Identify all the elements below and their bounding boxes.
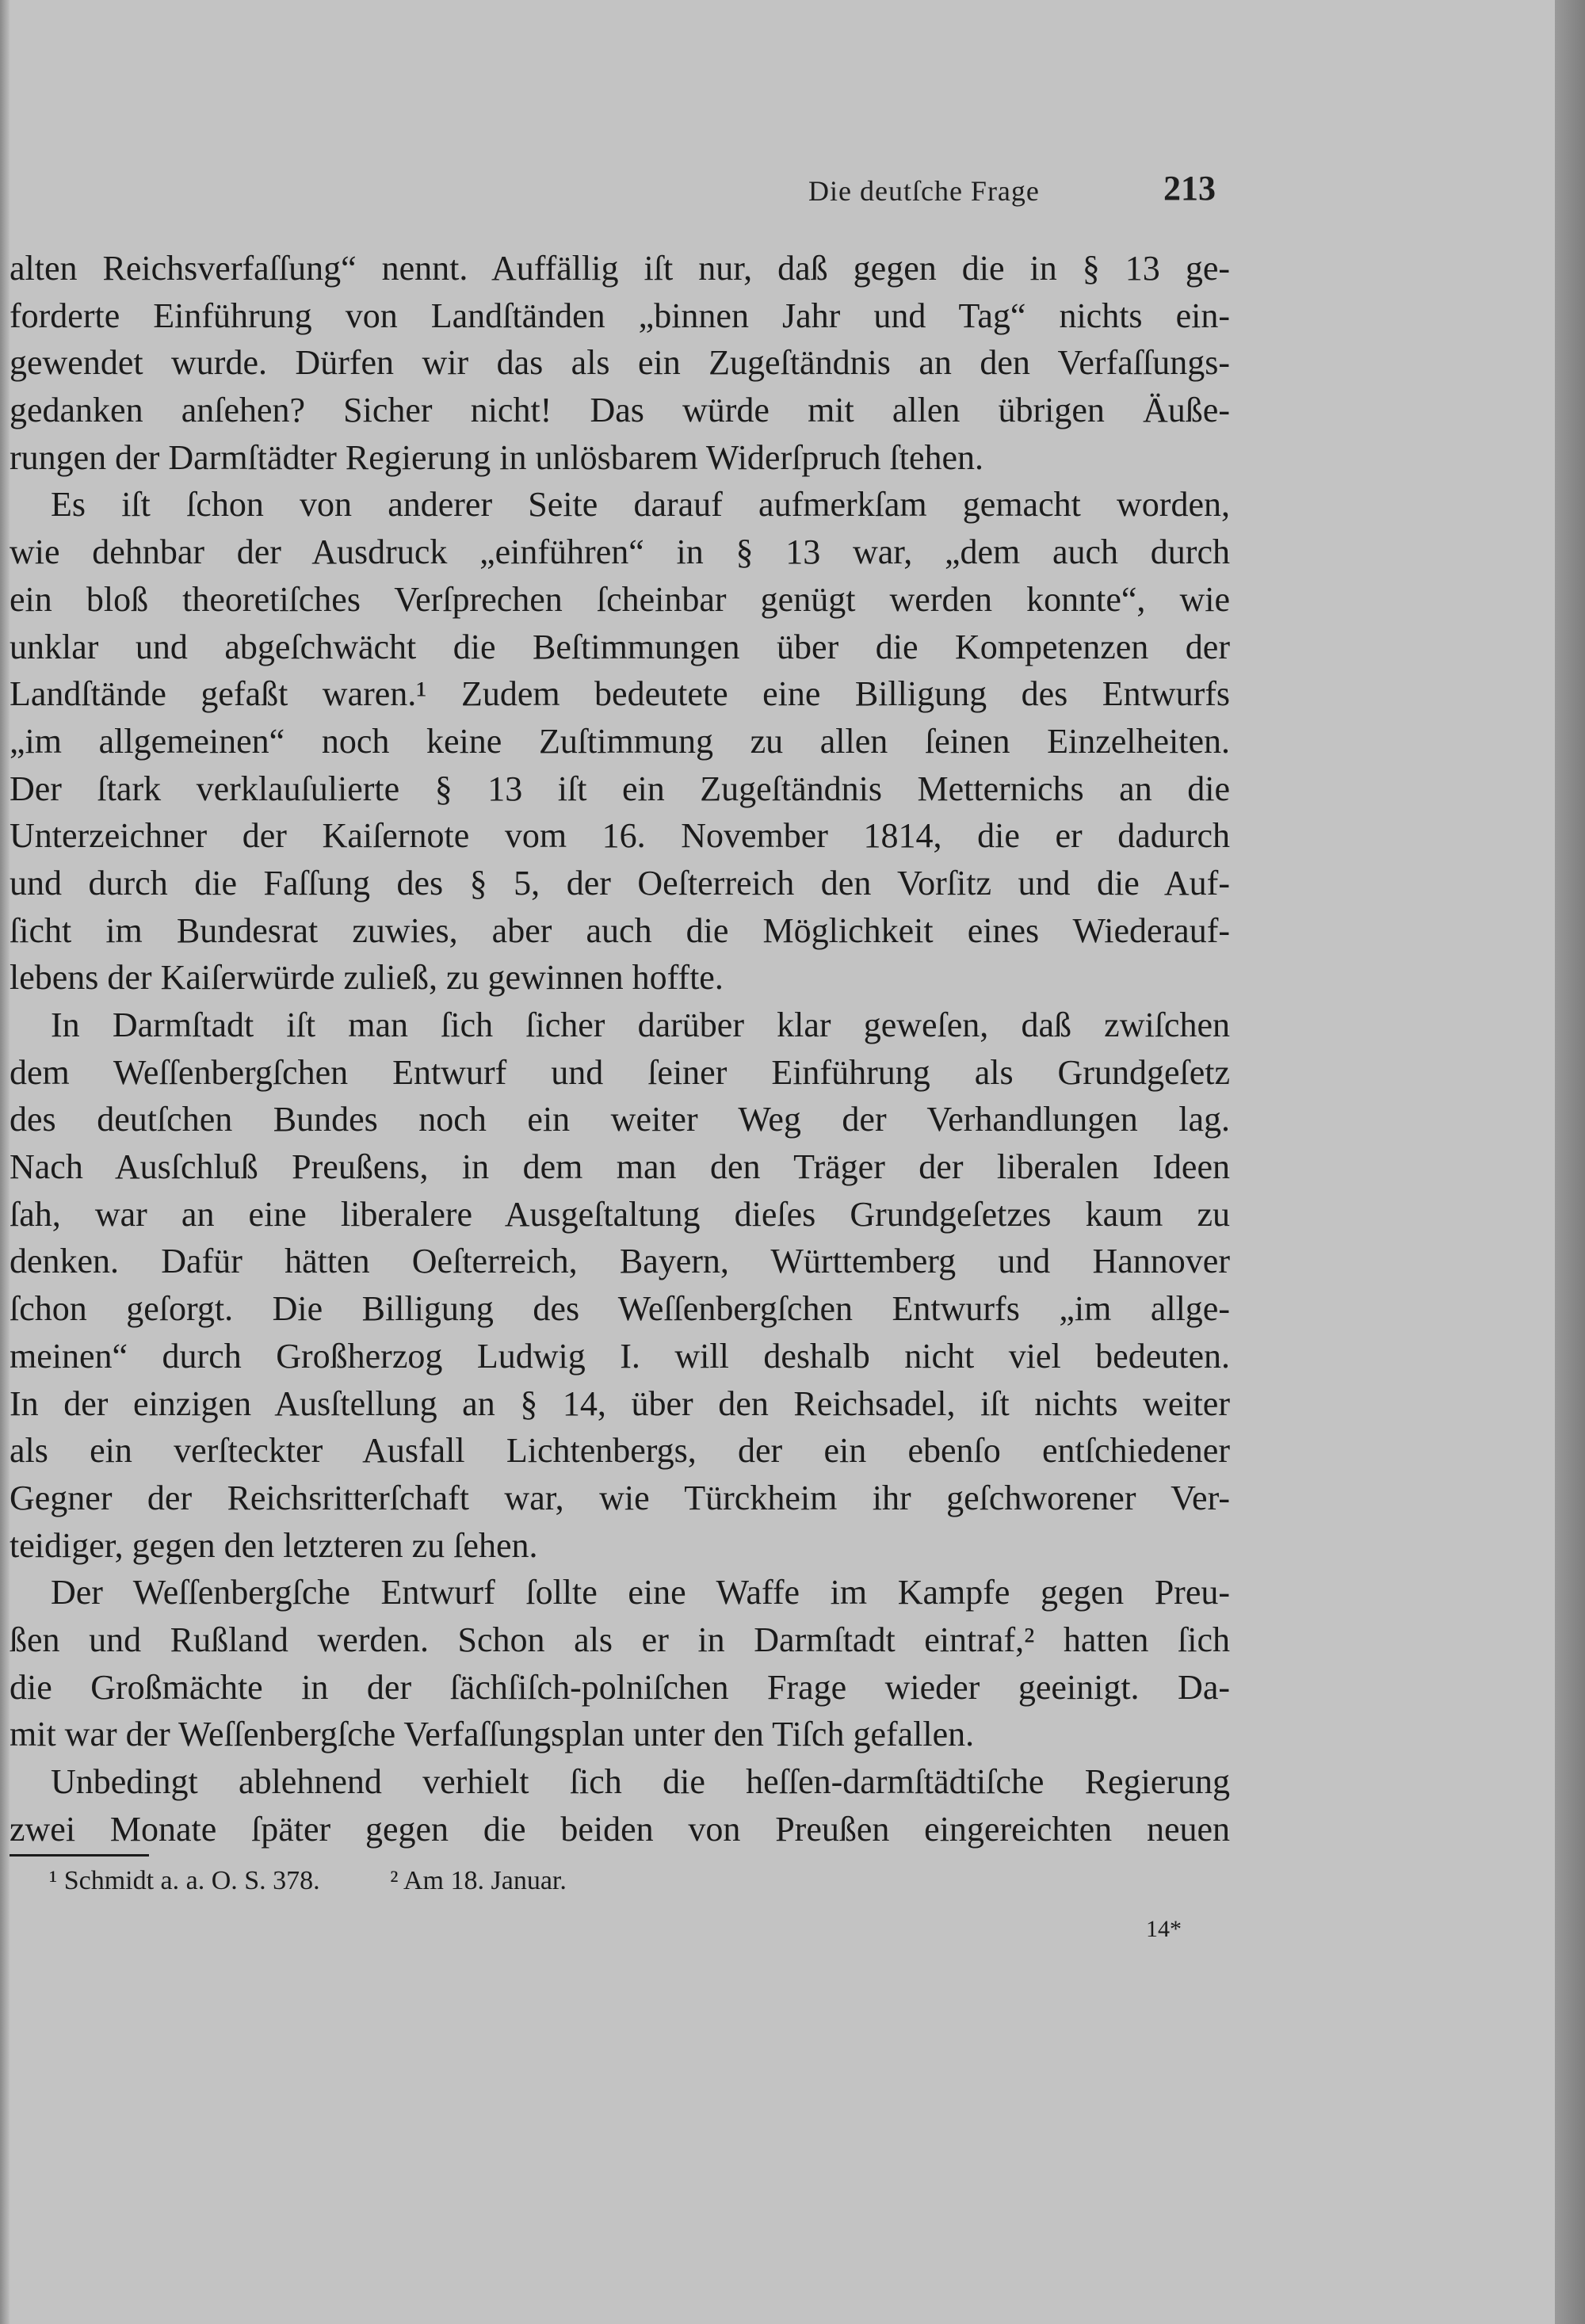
text-line: unklar und abgeſchwächt die Beſtimmungen über die Kompetenzen der xyxy=(10,627,1230,666)
text-line: zwei Monate ſpäter gegen die beiden von Preußen eingereichten neuen xyxy=(10,1809,1230,1849)
text-line: Unterzeichner der Kaiſernote vom 16. November 1814, die er dadurch xyxy=(10,816,1230,856)
footnotes xyxy=(49,1866,630,1896)
text-line: und durch die Faſſung des § 5, der Oeſterreich den Vorſitz und die Auf- xyxy=(10,863,1230,903)
text-line: Der ſtark verklauſulierte § 13 iſt ein Zugeſtändnis Metternichs an die xyxy=(10,769,1230,808)
text-line: dem Weſſenbergſchen Entwurf und ſeiner Einführung als Grundgeſetz xyxy=(10,1052,1230,1092)
text-line: gedanken anſehen? Sicher nicht! Das würde mit allen übrigen Äuße- xyxy=(10,391,1230,430)
footnote: ¹ Schmidt a. a. O. S. 378. xyxy=(49,1866,320,1895)
text-line: ſah, war an eine liberalere Ausgeſtaltung dieſes Grundgeſetzes kaum zu xyxy=(10,1194,1230,1234)
text-line: ßen und Rußland werden. Schon als er in Darmſtadt eintraf,² hatten ſich xyxy=(10,1620,1230,1659)
text-line: Gegner der Reichsritterſchaft war, wie Türckheim ihr geſchworener Ver- xyxy=(10,1478,1230,1517)
text-line: forderte Einführung von Landſtänden „binnen Jahr und Tag“ nichts ein- xyxy=(10,296,1230,335)
text-line: gewendet wurde. Dürfen wir das als ein Zugeſtändnis an den Verfaſſungs- xyxy=(10,343,1230,383)
text-line: In Darmſtadt iſt man ſich ſicher darüber klar geweſen, daß zwiſchen xyxy=(51,1006,1230,1044)
footnote: ² Am 18. Januar. xyxy=(390,1866,567,1895)
text-line: denken. Dafür hätten Oeſterreich, Bayern, Württemberg und Hannover xyxy=(10,1242,1230,1281)
text-line: die Großmächte in der ſächſiſch-polniſchen Frage wieder geeinigt. Da- xyxy=(10,1667,1230,1707)
running-title: Die deutſche Frage xyxy=(808,175,1040,207)
text-line: In der einzigen Ausſtellung an § 14, über den Reichsadel, iſt nichts weiter xyxy=(10,1383,1230,1423)
text-line: Nach Ausſchluß Preußens, in dem man den Träger der liberalen Ideen xyxy=(10,1147,1230,1187)
text-line: lebens der Kaiſerwürde zuließ, zu gewinnen hoffte. xyxy=(10,958,724,998)
text-line: Landſtände gefaßt waren.¹ Zudem bedeutete eine Billigung des Entwurfs xyxy=(10,674,1230,714)
text-line: wie dehnbar der Ausdruck „einführen“ in § 13 war, „dem auch durch xyxy=(10,532,1230,572)
page-number: 213 xyxy=(1163,169,1216,208)
text-line: „im allgemeinen“ noch keine Zuſtimmung zu allen ſeinen Einzelheiten. xyxy=(10,721,1230,761)
footnote-rule xyxy=(10,1854,149,1857)
body-text xyxy=(10,245,1230,1853)
text-line: teidiger, gegen den letzteren zu ſehen. xyxy=(10,1525,538,1565)
text-line: Der Weſſenbergſche Entwurf ſollte eine Waffe im Kampfe gegen Preu- xyxy=(51,1573,1230,1612)
text-line: ein bloß theoretiſches Verſprechen ſcheinbar genügt werden konnte“, wie xyxy=(10,579,1230,619)
text-line: ſicht im Bundesrat zuwies, aber auch die Möglichkeit eines Wiederauf- xyxy=(10,910,1230,950)
page-header xyxy=(0,171,1555,219)
text-line: Unbedingt ablehnend verhielt ſich die heſſen-darmſtädtiſche Regierung xyxy=(51,1762,1230,1801)
text-line: ſchon geſorgt. Die Billigung des Weſſenbergſchen Entwurfs „im allge- xyxy=(10,1289,1230,1329)
text-line: rungen der Darmſtädter Regierung in unlösbarem Widerſpruch ſtehen. xyxy=(10,437,984,477)
signature-mark: 14* xyxy=(1146,1916,1182,1942)
text-line: meinen“ durch Großherzog Ludwig I. will deshalb nicht viel bedeuten. xyxy=(10,1336,1230,1376)
text-line: mit war der Weſſenbergſche Verfaſſungsplan unter den Tiſch gefallen. xyxy=(10,1715,975,1754)
text-line: Es iſt ſchon von anderer Seite darauf aufmerkſam gemacht worden, xyxy=(51,485,1230,525)
page-edge xyxy=(1555,0,1585,2324)
text-line: des deutſchen Bundes noch ein weiter Weg der Verhandlungen lag. xyxy=(10,1100,1230,1139)
text-line: alten Reichsverfaſſung“ nennt. Auffällig iſt nur, daß gegen die in § 13 ge- xyxy=(10,249,1230,288)
binding-shadow xyxy=(0,0,10,2324)
text-line: als ein verſteckter Ausfall Lichtenbergs, der ein ebenſo entſchiedener xyxy=(10,1431,1230,1471)
